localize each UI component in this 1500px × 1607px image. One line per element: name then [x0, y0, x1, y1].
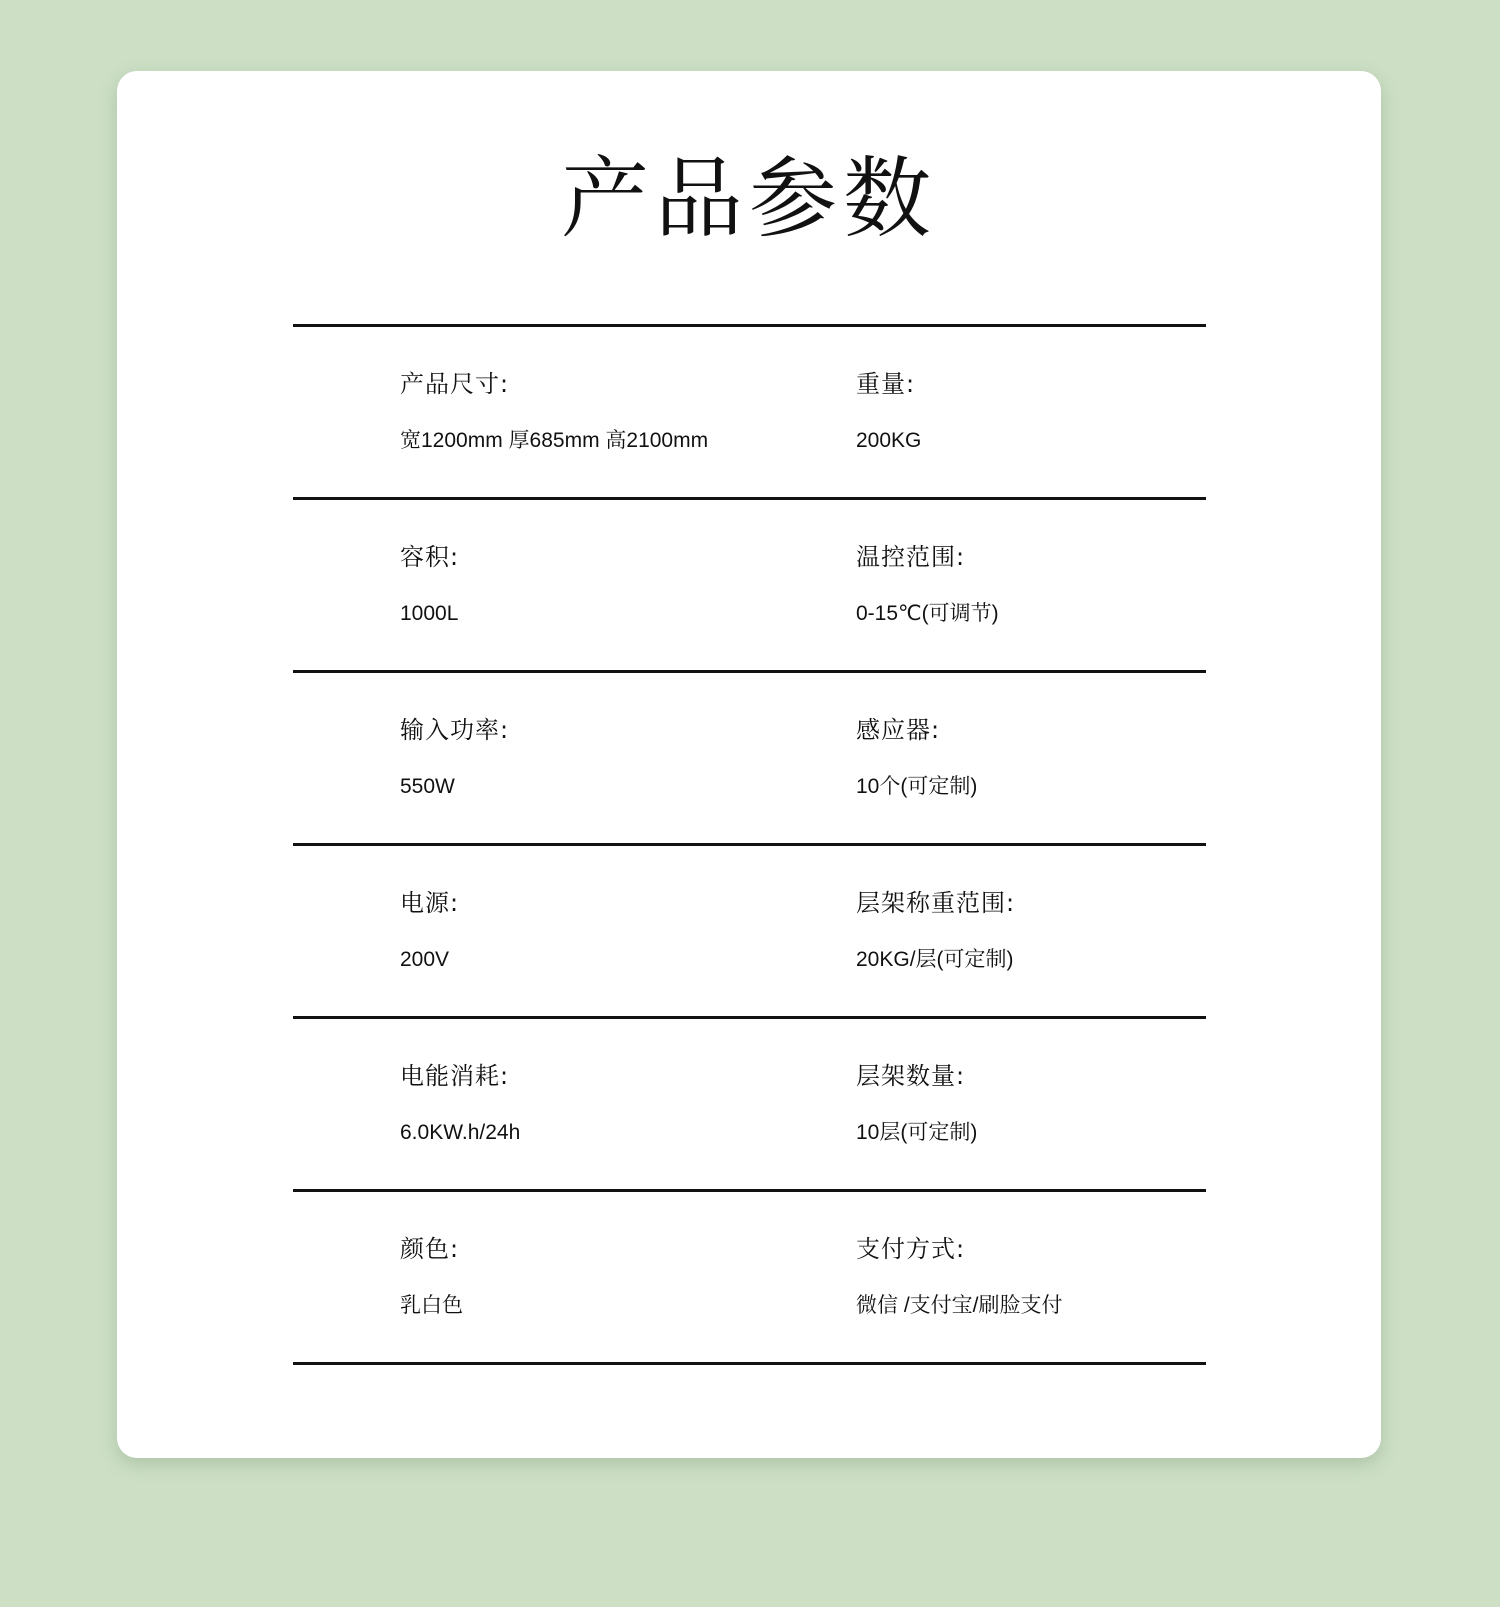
spec-value: 6.0KW.h/24h — [400, 1121, 521, 1144]
spec-cell — [400, 367, 840, 456]
spec-cell — [856, 1059, 1196, 1148]
spec-cell — [856, 886, 1196, 975]
spec-row — [293, 673, 1206, 846]
spec-table — [293, 324, 1206, 1365]
spec-label: 重量: — [856, 370, 916, 398]
spec-row — [293, 846, 1206, 1019]
spec-cell — [400, 713, 840, 802]
spec-cell — [400, 886, 840, 975]
spec-label: 电能消耗: — [400, 1062, 510, 1090]
spec-cell — [856, 1232, 1196, 1321]
spec-row — [293, 500, 1206, 673]
spec-card — [117, 71, 1381, 1458]
spec-value: 20KG/层(可定制) — [856, 948, 1014, 971]
spec-label: 层架数量: — [856, 1062, 966, 1090]
spec-value: 微信 /支付宝/刷脸支付 — [856, 1294, 1063, 1317]
spec-label: 温控范围: — [856, 543, 966, 571]
spec-value: 10个(可定制) — [856, 775, 978, 798]
spec-label: 产品尺寸: — [400, 370, 510, 398]
spec-cell — [400, 1059, 840, 1148]
spec-cell — [400, 1232, 840, 1321]
spec-value: 200V — [400, 948, 450, 971]
spec-label: 颜色: — [400, 1235, 460, 1263]
page-title: 产品参数 — [560, 147, 937, 250]
spec-label: 层架称重范围: — [856, 889, 1016, 917]
spec-label: 电源: — [400, 889, 460, 917]
spec-value: 乳白色 — [400, 1294, 463, 1317]
spec-value: 宽1200mm 厚685mm 高2100mm — [400, 429, 709, 452]
spec-value: 200KG — [856, 429, 922, 452]
spec-cell — [856, 367, 1196, 456]
spec-row — [293, 1192, 1206, 1365]
spec-value: 10层(可定制) — [856, 1121, 978, 1144]
spec-label: 容积: — [400, 543, 460, 571]
spec-row — [293, 1019, 1206, 1192]
spec-label: 感应器: — [856, 716, 941, 744]
spec-cell — [856, 713, 1196, 802]
spec-cell — [856, 540, 1196, 629]
spec-value: 1000L — [400, 602, 459, 625]
spec-row — [293, 327, 1206, 500]
spec-value: 550W — [400, 775, 455, 798]
spec-cell — [400, 540, 840, 629]
spec-value: 0-15℃(可调节) — [856, 602, 999, 625]
spec-label: 支付方式: — [856, 1235, 966, 1263]
spec-label: 输入功率: — [400, 716, 510, 744]
